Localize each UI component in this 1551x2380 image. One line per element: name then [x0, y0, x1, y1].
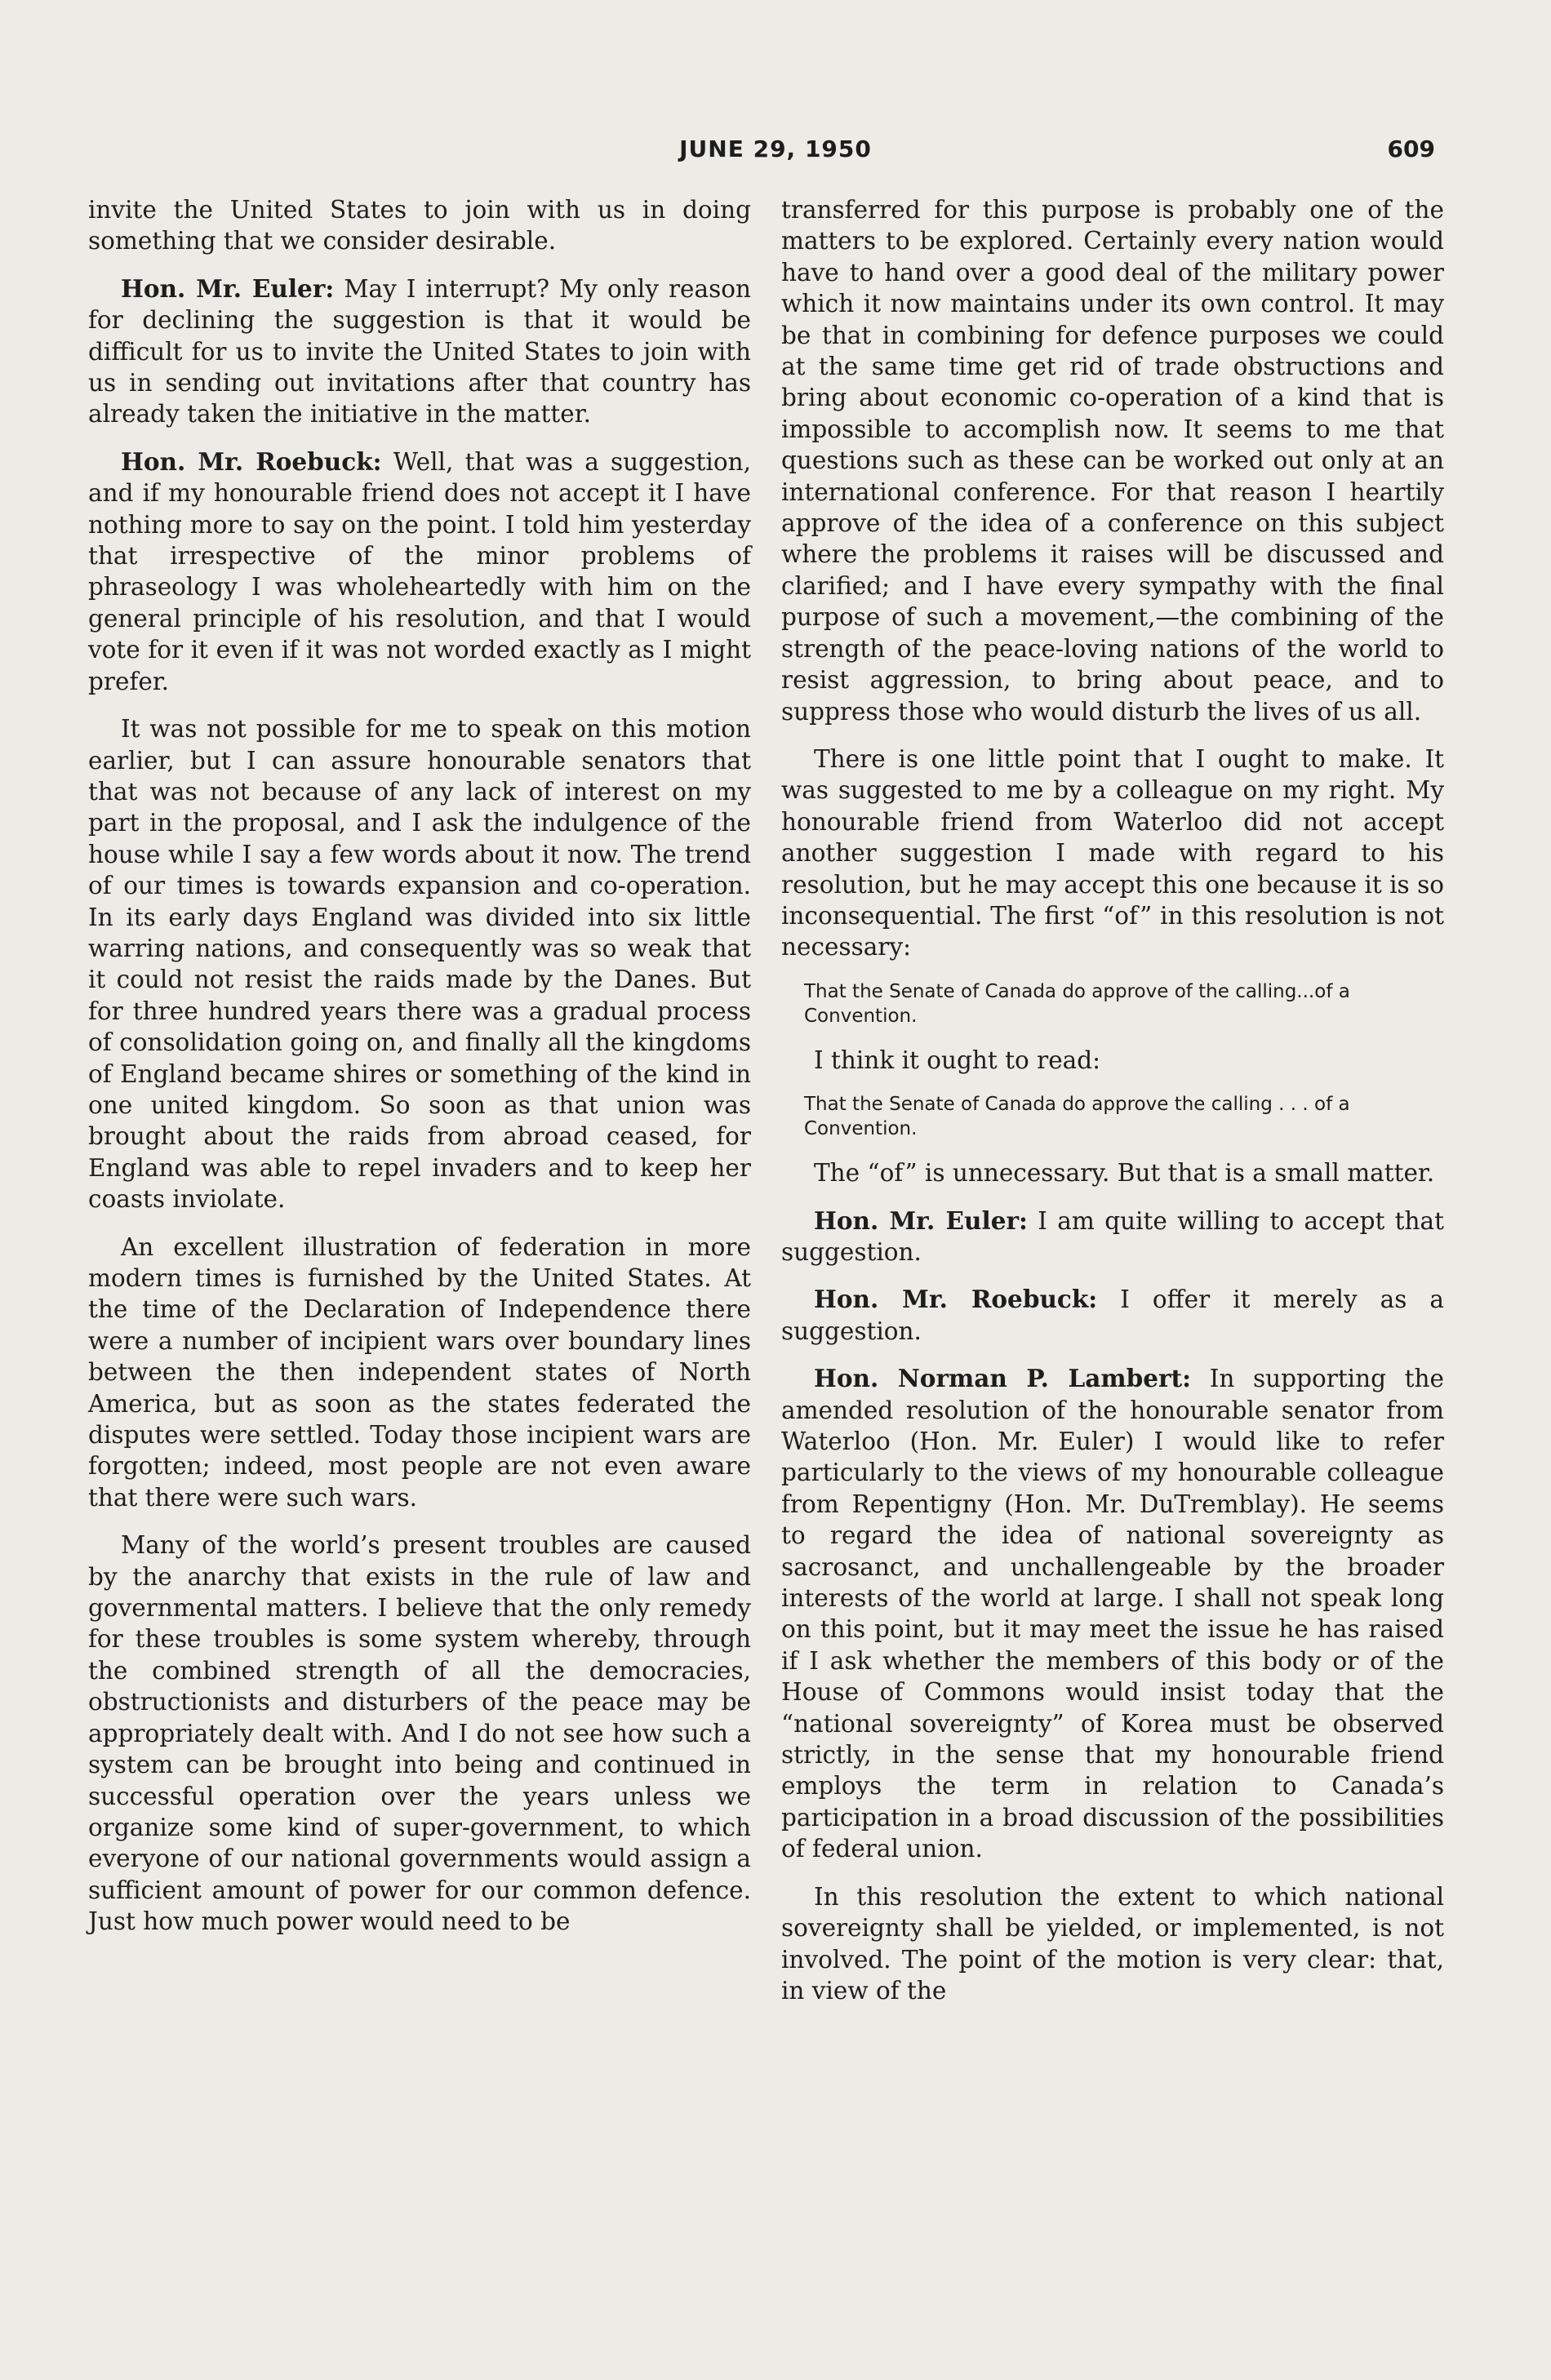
paragraph — [781, 1045, 1444, 1076]
page-header — [0, 135, 1551, 171]
right-column — [781, 194, 1444, 2023]
paragraph — [88, 1232, 751, 1514]
paragraph-text: invite the United States to join with us in doing something that we consider desirable. — [88, 196, 751, 255]
speaker-name: Hon. Mr. Euler: — [814, 1206, 1028, 1235]
speech — [781, 1284, 1444, 1347]
speaker-name: Hon. Mr. Euler: — [121, 273, 335, 303]
paragraph-text: I think it ought to read: — [814, 1046, 1101, 1074]
speech-text: I offer it merely as a suggestion. — [781, 1285, 1444, 1345]
paragraph-text: It was not possible for me to speak on this motion earlier, but I can assure honourable senators that that was not because of any lack of interest on my part in the proposal, and I ask the indulgence of the house while I say a few words about it now. The trend of our times is towards expansion and co-operation. In its early days England was divided into six little warring nations, and consequently was so weak that it could not resist the raids made by the Danes. But for three hundred years there was a gradual process of consolidation going on, and finally all the kingdoms of England became shires or something of the kind in one united kingdom. So soon as that union was brought about the raids from abroad ceased, for England was able to repel invaders and to keep her coasts inviolate. — [88, 715, 751, 1214]
speech — [88, 446, 751, 697]
speaker-name: Hon. Mr. Roebuck: — [121, 446, 382, 476]
paragraph-text: There is one little point that I ought to make. It was suggested to me by a colleague on my right. My honourable friend from Waterloo did not accept another suggestion I made with regard to his resolution, but he may accept this one because it is so inconsequential. The first “of” in this resolution is not necessary: — [781, 744, 1444, 961]
paragraph — [781, 1157, 1444, 1188]
speech-text: Well, that was a suggestion, and if my honourable friend does not accept it I have nothing more to say on the point. I told him yesterday that irrespective of the minor problems of phraseology I was wholeheartedly with him on the general principle of his resolution, and that I would vote for it even if it was not worded exactly as I might prefer. — [88, 447, 751, 695]
left-column — [88, 194, 751, 1954]
speaker-name: Hon. Mr. Roebuck: — [814, 1285, 1098, 1314]
speaker-name: Hon. Norman P. Lambert: — [814, 1364, 1192, 1393]
speech-text: I am quite willing to accept that suggestion. — [781, 1206, 1444, 1266]
resolution-quote: That the Senate of Canada do approve the calling . . . of a Convention. — [804, 1094, 1350, 1140]
paragraph — [88, 713, 751, 1215]
paragraph-text: The “of” is unnecessary. But that is a small matter. — [814, 1159, 1435, 1188]
paragraph-text: Many of the world’s present troubles are caused by the anarchy that exists in the rule of law and governmental matters. I believe that the only remedy for these troubles is some system whereby, through the combined strength of all the democracies, obstructionists and disturbers of the peace may be appropriately dealt with. And I do not see how such a system can be brought into being and continued in successful operation over the years unless we organize some kind of super-government, to which everyone of our national governments would assign a sufficient amount of power for our common defence. Just how much power would need to be — [88, 1531, 751, 1936]
paragraph — [781, 1881, 1444, 2007]
paragraph-text: In this resolution the extent to which national sovereignty shall be yielded, or implemented, is not involved. The point of the motion is very clear: that, in view of the — [781, 1882, 1444, 2005]
paragraph — [781, 194, 1444, 727]
page-number: 609 — [1387, 135, 1435, 162]
header-date: JUNE 29, 1950 — [679, 135, 872, 162]
speech — [88, 273, 751, 430]
paragraph — [88, 194, 751, 257]
speech-text: In supporting the amended resolution of the honourable senator from Waterloo (Hon. Mr. Euler) I would like to refer particularly to the views of my honourable colleague from Repentigny (Hon. Mr. DuTremblay). He seems to regard the idea of national sovereignty as sacrosanct, and unchallengeable by the broader interests of the world at large. I shall not speak long on this point, but it may meet the issue he has raised if I ask whether the members of this body or of the House of Commons would insist today that the “national sovereignty” of Korea must be observed strictly, in the sense that my honourable friend employs the term in relation to Canada’s participation in a broad discussion of the possibilities of federal union. — [781, 1365, 1444, 1863]
speech-text: May I interrupt? My only reason for declining the suggestion is that it would be difficult for us to invite the United States to join with us in sending out invitations after that country has already taken the initiative in the matter. — [88, 274, 751, 428]
paragraph-text: An excellent illustration of federation in more modern times is furnished by the United States. At the time of the Declaration of Independence there were a number of incipient wars over boundary lines between the then independent states of North America, but as soon as the states federated the disputes were settled. Today those incipient wars are forgotten; indeed, most people are not even aware that there were such wars. — [88, 1232, 751, 1512]
speech — [781, 1206, 1444, 1268]
speech — [781, 1363, 1444, 1865]
paragraph — [88, 1530, 751, 1937]
paragraph — [781, 744, 1444, 963]
resolution-quote: That the Senate of Canada do approve of the calling...of a Convention. — [804, 980, 1350, 1027]
paragraph-text: transferred for this purpose is probably one of the matters to be explored. Certainly every nation would have to hand over a good deal of the military power which it now maintains under its own control. It may be that in combining for defence purposes we could at the same time get rid of trade obstructions and bring about economic co-operation of a kind that is impossible to accomplish now. It seems to me that questions such as these can be worked out only at an international conference. For that reason I heartily approve of the idea of a conference on this subject where the problems it raises will be discussed and clarified; and I have every sympathy with the final purpose of such a movement,—the combining of the strength of the peace-loving nations of the world to resist aggression, to bring about peace, and to suppress those who would disturb the lives of us all. — [781, 196, 1444, 726]
